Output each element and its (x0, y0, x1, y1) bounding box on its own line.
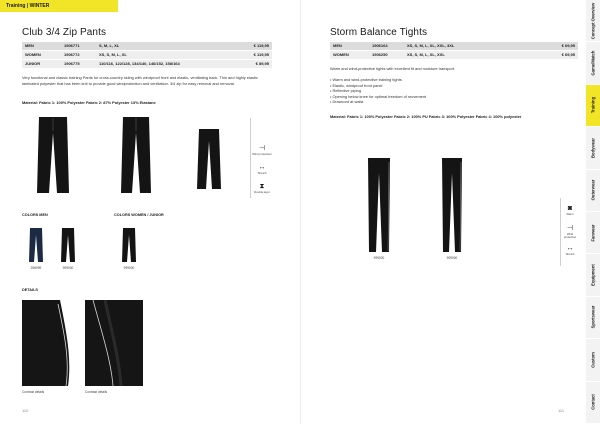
spec-cell-price: € 89,95 (255, 61, 269, 66)
product-image-junior (194, 127, 224, 191)
wind-protection-icon: ⊣ Wind protection (252, 145, 272, 156)
section-index-tabs (586, 0, 600, 424)
swatch-code: 999000 (62, 266, 74, 270)
side-tab-game-match[interactable] (586, 42, 600, 84)
side-tab-equipment[interactable] (586, 254, 600, 296)
spec-cell-article-code: 1906164 (372, 43, 388, 48)
description-right: Warm and wind-protective tights with excellent fit and moisture transport. (330, 66, 456, 71)
swatch-code: 396999 (30, 266, 42, 270)
swatch-code: 999000 (123, 266, 135, 270)
product-image-men-tights (364, 157, 394, 253)
feature-bullets (330, 77, 576, 105)
feature-bullet: • Reflective piping (330, 88, 576, 94)
material-right: Material: Fabric 1: 100% Polyester Fabric 2: 100% PU Fabric 3: 100% Polyester Fabric 4: 100% polyester (330, 114, 522, 119)
color-swatch-black-women[interactable] (120, 227, 138, 263)
side-tab-label: Custom (590, 352, 596, 368)
spec-cell-article-code: 1906775 (64, 61, 80, 66)
feature-bullet: • Drawcord at waist (330, 99, 576, 105)
color-swatch-black[interactable] (59, 227, 77, 263)
spec-cell-article-code: 1906771 (64, 43, 80, 48)
feature-bullet: • Opening below knee for optimal freedom of movement (330, 94, 576, 100)
side-tab-sportswear[interactable] (586, 297, 600, 339)
page-divider (300, 0, 301, 424)
stretch-icon: ↔ Stretch (257, 164, 267, 175)
product-image-men (33, 115, 73, 195)
colors-men-label: COLORS MEN (22, 213, 48, 217)
side-tab-label: Concept Overview (590, 2, 596, 39)
spec-table-left (22, 42, 272, 69)
stretch-icon: ↔ Stretch (565, 245, 575, 256)
color-swatch-navy[interactable] (27, 227, 45, 263)
side-tab-concept-overview[interactable] (586, 0, 600, 42)
side-tab-label: Training (590, 97, 596, 114)
spec-cell-sizes: XS, S, M, L, XL (99, 52, 127, 57)
side-tab-outerwear[interactable] (586, 170, 600, 212)
product-image-women-tights (437, 157, 467, 253)
detail-caption-2: Contrast details (85, 390, 108, 394)
spec-cell-price: € 69,95 (561, 52, 575, 57)
spec-table-right (330, 42, 578, 60)
spec-cell-sizes: XS, S, M, L, XL, XXL (407, 52, 445, 57)
detail-image-1 (22, 300, 80, 386)
spec-row (22, 51, 272, 59)
spec-cell-article-code: 1906250 (372, 52, 388, 57)
detail-image-2 (85, 300, 143, 386)
spec-cell-price: € 69,95 (561, 43, 575, 48)
spec-cell-sizes: 110/116, 122/128, 134/140, 146/152, 158/164 (99, 61, 180, 66)
feature-bullet: • Elastic, windproof front panel (330, 83, 576, 89)
side-tab-custom[interactable] (586, 339, 600, 381)
colors-women-junior-label: COLORS WOMEN / JUNIOR (114, 213, 164, 217)
product-title-left: Club 3/4 Zip Pants (22, 27, 107, 38)
spec-cell-segment: JUNIOR (25, 61, 41, 66)
product-code-women: 999000 (446, 256, 458, 260)
side-tab-training[interactable] (586, 85, 600, 127)
detail-caption-1: Contrast details (22, 390, 45, 394)
side-tab-label: Game/Match (590, 50, 596, 76)
double-layer-icon: ⧗ Double layer (254, 183, 270, 194)
description-left: Very functional and classic training Pants for cross-country skiing with windproof front and elastic, ventilating back. Thin and highly elastic laminated polyester that has been knit to provide good windprotection and ventilation. 3/4 zip for easy removal and removal. (22, 75, 258, 86)
spec-row (330, 51, 578, 59)
spec-cell-segment: WOMEN (333, 52, 349, 57)
spec-cell-sizes: XS, S, M, L, XL, XXL, 3XL (407, 43, 455, 48)
product-image-women (116, 115, 156, 195)
spec-cell-segment: MEN (25, 43, 34, 48)
spec-cell-price: € 119,95 (253, 52, 269, 57)
wind-protection-icon: ⊣ Wind protection (563, 225, 577, 240)
spec-cell-segment: MEN (333, 43, 342, 48)
side-tab-label: Contact (590, 394, 596, 411)
material-left: Material: Fabric 1: 100% Polyester Fabric 2: 87% Polyester 13% Elastane (22, 100, 156, 105)
side-tab-label: Fanwear (590, 224, 596, 242)
product-code-men: 999000 (373, 256, 385, 260)
spec-cell-article-code: 1906772 (64, 52, 80, 57)
spec-cell-price: € 119,95 (253, 43, 269, 48)
side-tab-bodywear[interactable] (586, 127, 600, 169)
side-tab-label: Sportswear (590, 306, 596, 329)
side-tab-contact[interactable] (586, 382, 600, 424)
side-tab-fanwear[interactable] (586, 212, 600, 254)
spec-row (22, 42, 272, 50)
page-number-right: 111 (558, 408, 565, 413)
side-tab-label: Bodywear (590, 137, 596, 158)
spec-cell-sizes: S, M, L, XL (99, 43, 120, 48)
spec-row (330, 42, 578, 50)
warm-icon: ◙ Warm (566, 205, 574, 216)
side-tab-label: Equipment (590, 264, 596, 286)
spec-row (22, 60, 272, 68)
spec-cell-segment: WOMEN (25, 52, 41, 57)
feature-bullet: • Warm and wind-protective training tights (330, 77, 576, 83)
side-tab-label: Outerwear (590, 179, 596, 201)
details-label: DETAILS (22, 288, 38, 292)
feature-divider-right (560, 198, 561, 266)
product-title-right: Storm Balance Tights (330, 27, 428, 38)
feature-divider-left (250, 118, 251, 198)
section-tag-label: Training | WINTER (6, 3, 50, 9)
section-tag (0, 0, 118, 12)
page-number-left: 110 (22, 408, 29, 413)
